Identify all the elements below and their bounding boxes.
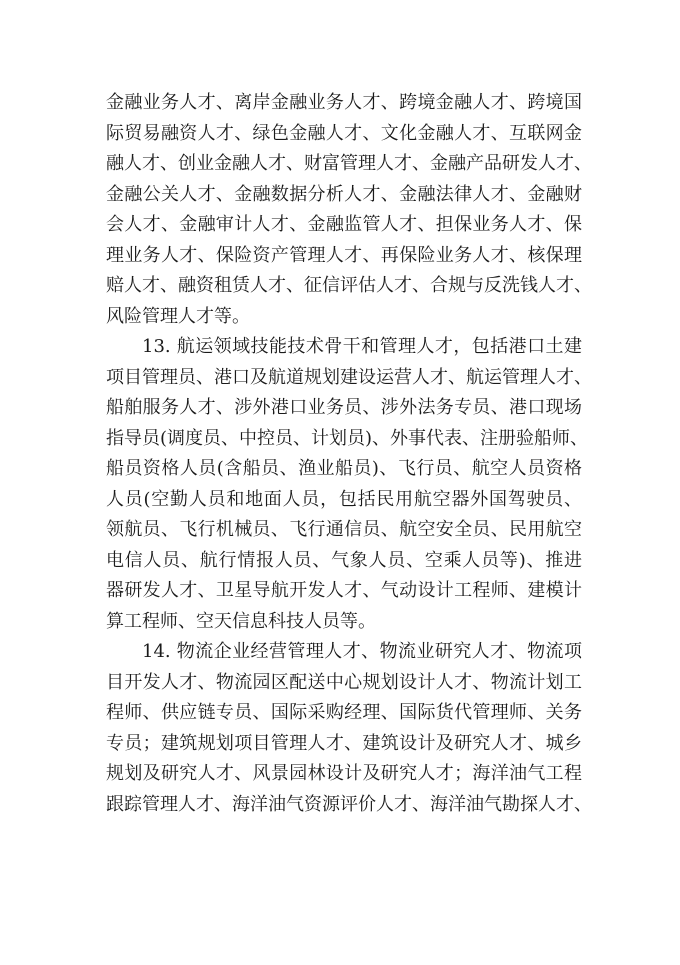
- paragraph-continuation: [106, 88, 592, 332]
- text-line: 电信人员、航行情报人员、气象人员、空乘人员等)、推进: [106, 549, 582, 571]
- text-line: 程师、供应链专员、国际采购经理、国际货代管理师、关务: [106, 702, 582, 723]
- text-line: 船员资格人员(含船员、渔业船员)、飞行员、航空人员资格: [106, 458, 582, 479]
- text-line: 项目管理员、港口及航道规划建设运营人才、航运管理人才、: [106, 366, 592, 388]
- text-line: 理业务人才、保险资产管理人才、再保险业务人才、核保理: [106, 244, 582, 266]
- text-line: 指导员(调度员、中控员、计划员)、外事代表、注册验船师、: [106, 427, 589, 449]
- text-line: 专员；建筑规划项目管理人才、建筑设计及研究人才、城乡: [106, 732, 582, 754]
- paragraph-13-shipping: [106, 332, 592, 637]
- text-line: 风险管理人才等。: [106, 305, 250, 327]
- text-line: 船舶服务人才、涉外港口业务员、涉外法务专员、港口现场: [106, 397, 582, 418]
- text-line: 际贸易融资人才、绿色金融人才、文化金融人才、互联网金: [106, 122, 582, 144]
- text-line: 融人才、创业金融人才、财富管理人才、金融产品研发人才、: [106, 153, 592, 174]
- text-line: 赔人才、融资租赁人才、征信评估人才、合规与反洗钱人才、: [106, 275, 592, 296]
- text-line: 目开发人才、物流园区配送中心规划设计人才、物流计划工: [106, 671, 582, 693]
- document-body: [106, 88, 592, 820]
- paragraph-14-logistics: [106, 637, 592, 820]
- text-line: 算工程师、空天信息科技人员等。: [106, 610, 376, 632]
- text-line: 13. 航运领域技能技术骨干和管理人才，包括港口土建: [142, 336, 582, 357]
- text-line: 人员(空勤人员和地面人员，包括民用航空器外国驾驶员、: [106, 488, 582, 510]
- text-line: 跟踪管理人才、海洋油气资源评价人才、海洋油气勘探人才、: [106, 793, 592, 815]
- text-line: 规划及研究人才、风景园林设计及研究人才；海洋油气工程: [106, 763, 582, 784]
- text-line: 金融业务人才、离岸金融业务人才、跨境金融人才、跨境国: [106, 92, 582, 113]
- text-line: 会人才、金融审计人才、金融监管人才、担保业务人才、保: [106, 214, 582, 235]
- text-line: 金融公关人才、金融数据分析人才、金融法律人才、金融财: [106, 183, 582, 205]
- text-line: 领航员、飞行机械员、飞行通信员、航空安全员、民用航空: [106, 519, 582, 540]
- text-line: 器研发人才、卫星导航开发人才、气动设计工程师、建模计: [106, 580, 582, 601]
- text-line: 14. 物流企业经营管理人才、物流业研究人才、物流项: [142, 641, 582, 662]
